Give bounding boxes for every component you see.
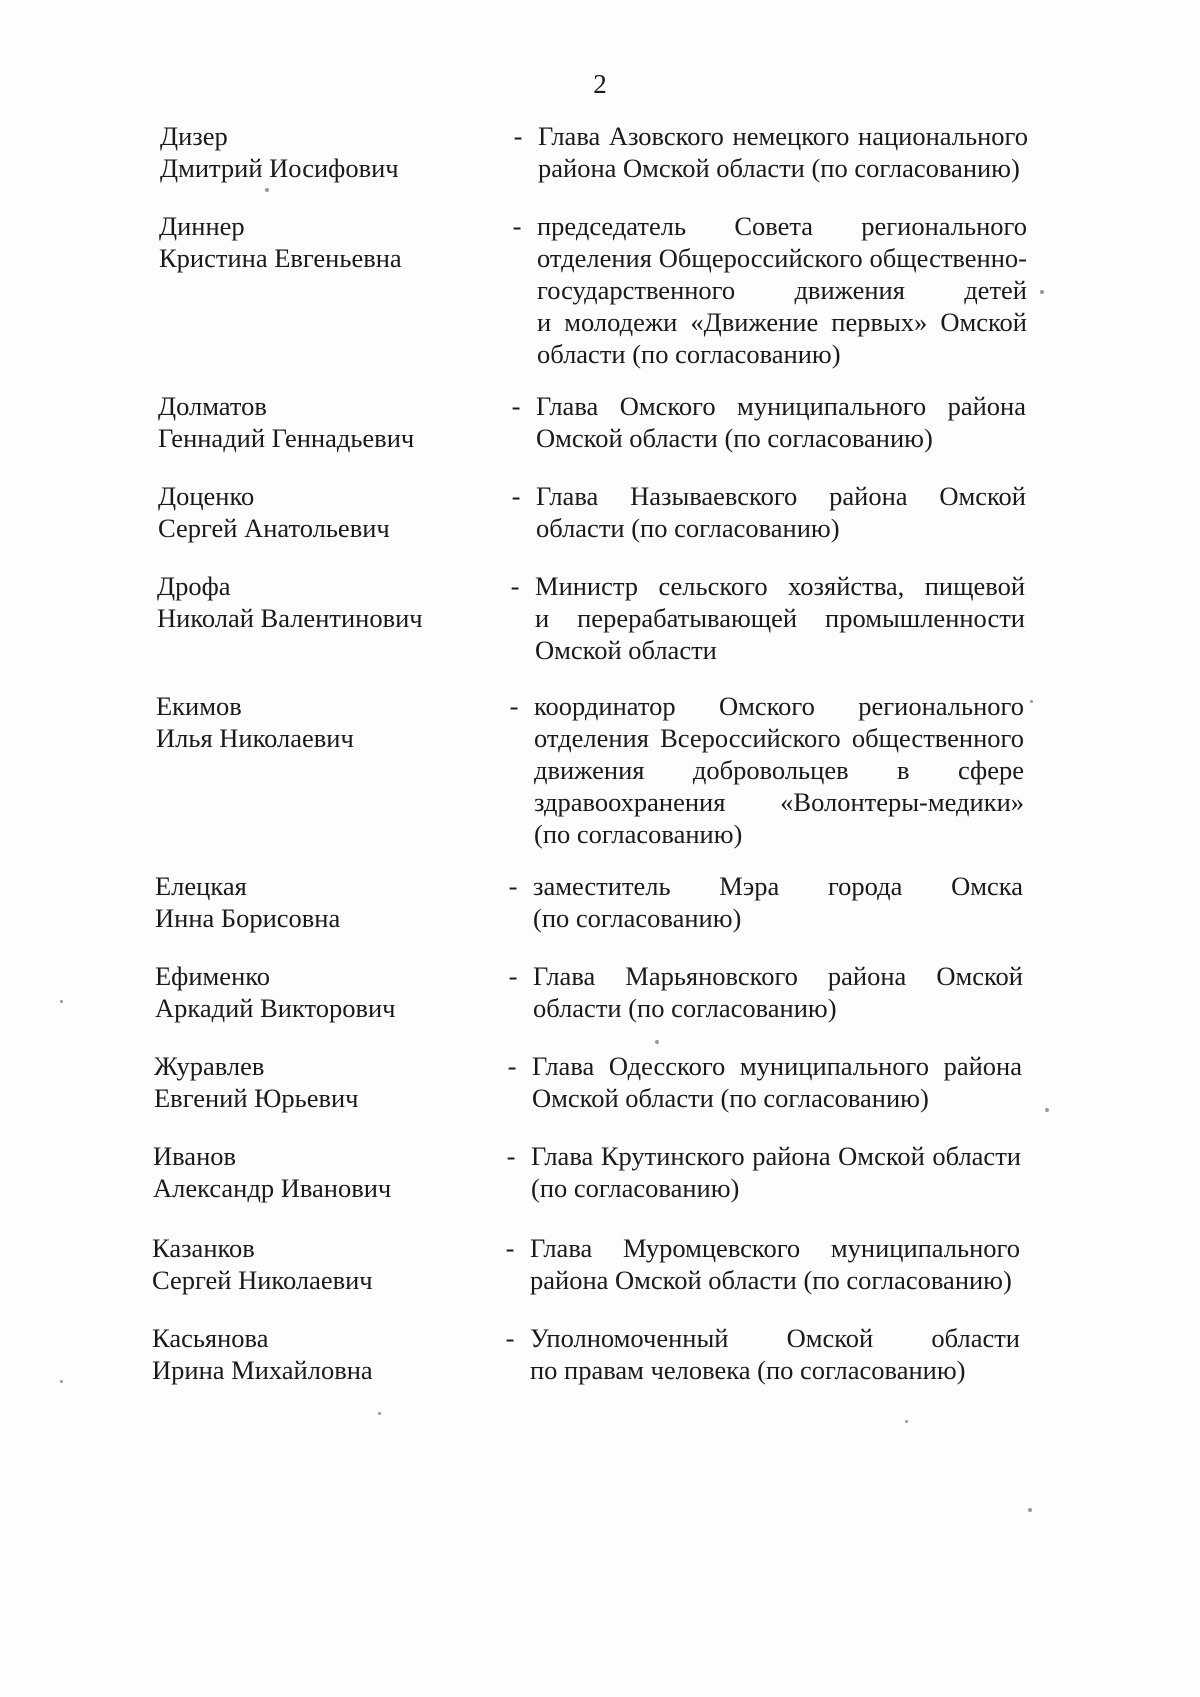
dash-separator: - <box>511 481 521 511</box>
member-name <box>153 1140 483 1204</box>
role-word: регионального <box>858 691 1024 721</box>
member-role <box>530 1322 1020 1386</box>
dash-separator: - <box>505 1233 515 1263</box>
role-word: района <box>947 391 1026 421</box>
scan-speck <box>265 188 269 192</box>
role-word: Омской <box>936 961 1023 991</box>
role-word: Общероссийского <box>658 243 863 273</box>
dash-separator: - <box>508 871 518 901</box>
scan-speck <box>1040 290 1044 294</box>
member-role <box>532 1050 1022 1114</box>
member-surname: Долматов <box>158 391 267 421</box>
role-word: Глава <box>536 391 599 421</box>
role-line <box>537 306 1027 338</box>
member-role <box>533 960 1023 1024</box>
role-word: Глава <box>530 1233 593 1263</box>
role-word: муниципального <box>737 391 927 421</box>
role-word: немецкого <box>732 121 850 151</box>
role-word: района <box>829 481 908 511</box>
member-given: Кристина Евгеньевна <box>159 243 402 273</box>
role-word: Уполномоченный <box>530 1323 729 1353</box>
member-surname: Касьянова <box>152 1323 269 1353</box>
member-role <box>538 120 1028 184</box>
role-line <box>534 754 1024 786</box>
member-surname: Диннер <box>159 211 245 241</box>
role-word: общественного <box>851 723 1024 753</box>
role-word: председатель <box>537 211 687 241</box>
member-name <box>158 480 488 544</box>
role-line <box>534 722 1024 754</box>
role-line <box>536 480 1026 512</box>
role-word: сельского <box>658 571 768 601</box>
role-word: Омской <box>939 481 1026 511</box>
member-role <box>531 1140 1021 1204</box>
member-given: Сергей Анатольевич <box>158 513 390 543</box>
role-word: Глава <box>532 1051 595 1081</box>
role-line: области (по согласованию) <box>536 513 840 543</box>
scan-speck <box>1030 700 1033 703</box>
role-line: Омской области <box>535 635 717 665</box>
role-word: Называевского <box>630 481 798 511</box>
role-line <box>534 786 1024 818</box>
member-surname: Дрофа <box>157 571 231 601</box>
role-line: (по согласованию) <box>531 1173 740 1203</box>
member-surname: Журавлев <box>154 1051 265 1081</box>
dash-separator: - <box>508 961 518 991</box>
role-word: Азовского <box>608 121 724 151</box>
role-word: координатор <box>534 691 676 721</box>
role-line <box>537 274 1027 306</box>
member-surname: Казанков <box>152 1233 255 1263</box>
member-role <box>536 390 1026 454</box>
member-name <box>160 120 490 184</box>
dash-separator: - <box>510 571 520 601</box>
member-name <box>155 960 485 1024</box>
dash-separator: - <box>511 391 521 421</box>
scan-speck <box>905 1420 908 1423</box>
role-word: Глава <box>531 1141 594 1171</box>
role-word: «Движение <box>690 307 819 337</box>
scan-speck <box>1045 1108 1049 1112</box>
role-line <box>538 120 1028 152</box>
scan-speck <box>60 1000 63 1003</box>
role-word: области <box>931 1323 1020 1353</box>
role-word: области <box>932 1141 1021 1171</box>
member-name <box>159 210 489 274</box>
role-line: области (по согласованию) <box>537 339 841 369</box>
role-word: здравоохранения <box>534 787 726 817</box>
role-word: общественно- <box>869 243 1027 273</box>
dash-separator: - <box>509 691 519 721</box>
scan-speck <box>655 1040 659 1044</box>
role-word: в <box>897 755 910 785</box>
role-word: и <box>535 603 550 633</box>
member-given: Геннадий Геннадьевич <box>158 423 415 453</box>
member-given: Евгений Юрьевич <box>154 1083 359 1113</box>
role-line: Омской области (по согласованию) <box>536 423 933 453</box>
role-line <box>536 390 1026 422</box>
role-word: сфере <box>957 755 1024 785</box>
role-word: Министр <box>535 571 639 601</box>
role-word: отделения <box>537 243 652 273</box>
role-word: регионального <box>861 211 1027 241</box>
dash-separator: - <box>507 1051 517 1081</box>
member-surname: Доценко <box>158 481 255 511</box>
role-word: района <box>943 1051 1022 1081</box>
role-line <box>535 602 1025 634</box>
member-role <box>535 570 1025 666</box>
role-word: Омского <box>619 391 716 421</box>
role-word: и <box>537 307 552 337</box>
member-name <box>156 690 486 754</box>
role-line <box>534 690 1024 722</box>
role-line: области (по согласованию) <box>533 993 837 1023</box>
role-word: пищевой <box>924 571 1025 601</box>
role-word: «Волонтеры-медики» <box>780 787 1024 817</box>
member-given: Инна Борисовна <box>155 903 341 933</box>
role-word: муниципального <box>739 1051 929 1081</box>
role-word: молодежи <box>564 307 678 337</box>
role-word: перерабатывающей <box>577 603 798 633</box>
dash-separator: - <box>506 1141 516 1171</box>
member-name <box>152 1322 482 1386</box>
role-word: национального <box>858 121 1028 151</box>
role-word: отделения <box>534 723 649 753</box>
role-word: первых» <box>831 307 928 337</box>
role-word: Одесского <box>608 1051 726 1081</box>
role-line: (по согласованию) <box>533 903 742 933</box>
member-role <box>536 480 1026 544</box>
member-name <box>157 570 487 634</box>
member-role <box>533 870 1023 934</box>
role-word: Глава <box>538 121 601 151</box>
role-word: добровольцев <box>692 755 849 785</box>
role-word: города <box>827 871 903 901</box>
scan-speck <box>60 1380 63 1383</box>
role-word: Муромцевского <box>622 1233 801 1263</box>
member-given: Ирина Михайловна <box>152 1355 373 1385</box>
role-line <box>533 870 1023 902</box>
role-word: Омской <box>940 307 1027 337</box>
role-word: движения <box>794 275 905 305</box>
role-word: Глава <box>533 961 596 991</box>
role-word: Омской <box>838 1141 925 1171</box>
member-role <box>534 690 1024 850</box>
role-word: Марьяновского <box>625 961 798 991</box>
dash-separator: - <box>513 121 523 151</box>
member-surname: Дизер <box>160 121 228 151</box>
member-surname: Ефименко <box>155 961 271 991</box>
role-line: (по согласованию) <box>534 819 743 849</box>
dash-separator: - <box>512 211 522 241</box>
member-role <box>537 210 1027 370</box>
role-line <box>530 1322 1020 1354</box>
member-given: Александр Иванович <box>153 1173 392 1203</box>
role-word: государственного <box>537 275 736 305</box>
role-line <box>533 960 1023 992</box>
member-given: Илья Николаевич <box>156 723 354 753</box>
member-name <box>154 1050 484 1114</box>
role-line <box>537 210 1027 242</box>
role-word: Крутинского <box>600 1141 745 1171</box>
scan-speck <box>1028 1508 1032 1512</box>
role-word: муниципального <box>830 1233 1020 1263</box>
role-word: Омского <box>718 691 815 721</box>
role-word: хозяйства, <box>788 571 905 601</box>
member-given: Аркадий Викторович <box>155 993 396 1023</box>
role-word: Совета <box>734 211 814 241</box>
member-surname: Екимов <box>156 691 242 721</box>
role-line <box>530 1232 1020 1264</box>
role-word: района <box>752 1141 831 1171</box>
member-name <box>155 870 485 934</box>
member-surname: Елецкая <box>155 871 247 901</box>
dash-separator: - <box>505 1323 515 1353</box>
member-given: Сергей Николаевич <box>152 1265 373 1295</box>
role-word: промышленности <box>825 603 1025 633</box>
role-line <box>535 570 1025 602</box>
role-line: Омской области (по согласованию) <box>532 1083 929 1113</box>
member-given: Николай Валентинович <box>157 603 423 633</box>
role-word: детей <box>964 275 1027 305</box>
member-surname: Иванов <box>153 1141 237 1171</box>
role-word: движения <box>534 755 645 785</box>
role-word: Глава <box>536 481 599 511</box>
member-name <box>158 390 488 454</box>
role-line <box>531 1140 1021 1172</box>
role-word: заместитель <box>533 871 671 901</box>
role-word: Омска <box>951 871 1023 901</box>
role-word: района <box>827 961 907 991</box>
member-given: Дмитрий Иосифович <box>160 153 399 183</box>
role-line <box>537 242 1027 274</box>
member-role <box>530 1232 1020 1296</box>
role-line: района Омской области (по согласованию) <box>538 153 1020 183</box>
role-line: по правам человека (по согласованию) <box>530 1355 966 1385</box>
page-number: 2 <box>593 69 607 99</box>
member-name <box>152 1232 482 1296</box>
role-line <box>532 1050 1022 1082</box>
role-word: Мэра <box>719 871 780 901</box>
role-word: Всероссийского <box>660 723 841 753</box>
role-line: района Омской области (по согласованию) <box>530 1265 1012 1295</box>
scan-speck <box>378 1412 381 1415</box>
role-word: Омской <box>786 1323 874 1353</box>
